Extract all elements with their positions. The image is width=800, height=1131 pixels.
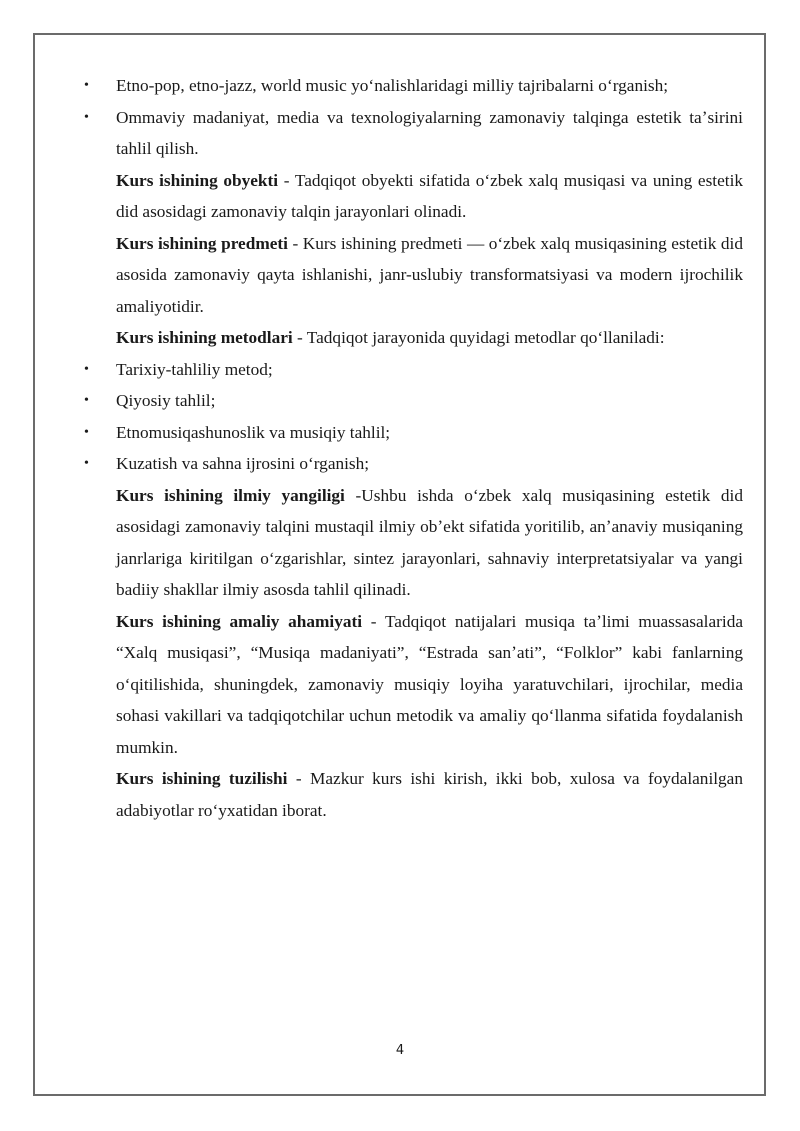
document-body bbox=[82, 70, 743, 826]
paragraph-text: -Ushbu ishda oʻzbek xalq musiqasining estetik did asosidagi zamonaviy talqini mustaqil ilmiy obʼekt sifatida yoritilib, anʼanaviy musiqaning janrlariga kiritilgan oʻzgarishlar, sintez jarayonlari, sahnaviy interpretatsiyalar va yangi badiiy shakllar ilmiy asosda tahlil qilinadi. bbox=[116, 485, 743, 599]
list-item-text: Kuzatish va sahna ijrosini oʻrganish; bbox=[116, 454, 370, 473]
bullet-icon: • bbox=[84, 456, 89, 471]
paragraph-text: - Tadqiqot natijalari musiqa taʼlimi muassasalarida “Xalq musiqasi”, “Musiqa madaniyati”, “Estrada sanʼati”, “Folklor” kabi fanlarning oʻqitilishida, shuningdek, zamonaviy musiqiy loyiha yaratuvchilari, ijrochilar, media sohasi vakillari va tadqiqotchilar uchun metodik va amaliy qoʻllanma sifatida foydalanish mumkin. bbox=[116, 611, 744, 757]
paragraph-heading: Kurs ishining amaliy ahamiyati bbox=[116, 611, 363, 631]
page-number: 4 bbox=[395, 1043, 405, 1058]
bullet-icon: • bbox=[84, 424, 89, 440]
paragraph-metodlar bbox=[82, 322, 743, 354]
paragraph-heading: Kurs ishining predmeti bbox=[116, 233, 288, 253]
bullet-icon: • bbox=[84, 393, 89, 408]
list-item-text: Etnomusiqashunoslik va musiqiy tahlil; bbox=[116, 422, 391, 442]
list-item-text: Etno-pop, etno-jazz, world music yoʻnalishlaridagi milliy tajribalarni oʻrganish; bbox=[116, 76, 669, 95]
bullet-icon: • bbox=[84, 361, 89, 377]
paragraph-text: - Tadqiqot obyekti sifatida oʻzbek xalq musiqasi va uning estetik did asosidagi zamonaviy talqin jarayonlari olinadi. bbox=[116, 170, 744, 221]
list-item bbox=[82, 70, 743, 102]
list-item bbox=[82, 385, 743, 417]
paragraph-predmet bbox=[82, 228, 743, 323]
bullet-icon: • bbox=[84, 109, 89, 125]
list-item bbox=[82, 354, 743, 386]
paragraph-text: - Kurs ishining predmeti — oʻzbek xalq musiqasining estetik did asosida zamonaviy qayta ishlanishi, janr-uslubiy transformatsiyasi va modern ijrochilik amaliyotidir. bbox=[116, 233, 743, 316]
paragraph-tuzilish bbox=[82, 763, 743, 826]
paragraph-heading: Kurs ishining metodlari bbox=[116, 328, 293, 347]
paragraph-ahamiyat bbox=[82, 606, 743, 764]
bullet-icon: • bbox=[84, 78, 89, 93]
list-item bbox=[82, 448, 743, 480]
paragraph-heading: Kurs ishining obyekti bbox=[116, 170, 279, 190]
paragraph-text: - Tadqiqot jarayonida quyidagi metodlar qoʻllaniladi: bbox=[292, 328, 665, 347]
paragraph-heading: Kurs ishining tuzilishi bbox=[116, 769, 288, 788]
paragraph-heading: Kurs ishining ilmiy yangiligi bbox=[116, 485, 345, 505]
list-item bbox=[82, 102, 743, 165]
list-item-text: Ommaviy madaniyat, media va texnologiyalarning zamonaviy talqinga estetik taʼsirini tahlil qilish. bbox=[116, 107, 743, 158]
list-item-text: Qiyosiy tahlil; bbox=[116, 391, 216, 410]
paragraph-obyekt bbox=[82, 165, 743, 228]
list-item bbox=[82, 417, 743, 449]
list-item-text: Tarixiy-tahliliy metod; bbox=[116, 359, 273, 379]
paragraph-yangilik bbox=[82, 480, 743, 606]
paragraph-text: - Mazkur kurs ishi kirish, ikki bob, xulosa va foydalanilgan adabiyotlar roʻyxatidan iborat. bbox=[116, 769, 743, 820]
